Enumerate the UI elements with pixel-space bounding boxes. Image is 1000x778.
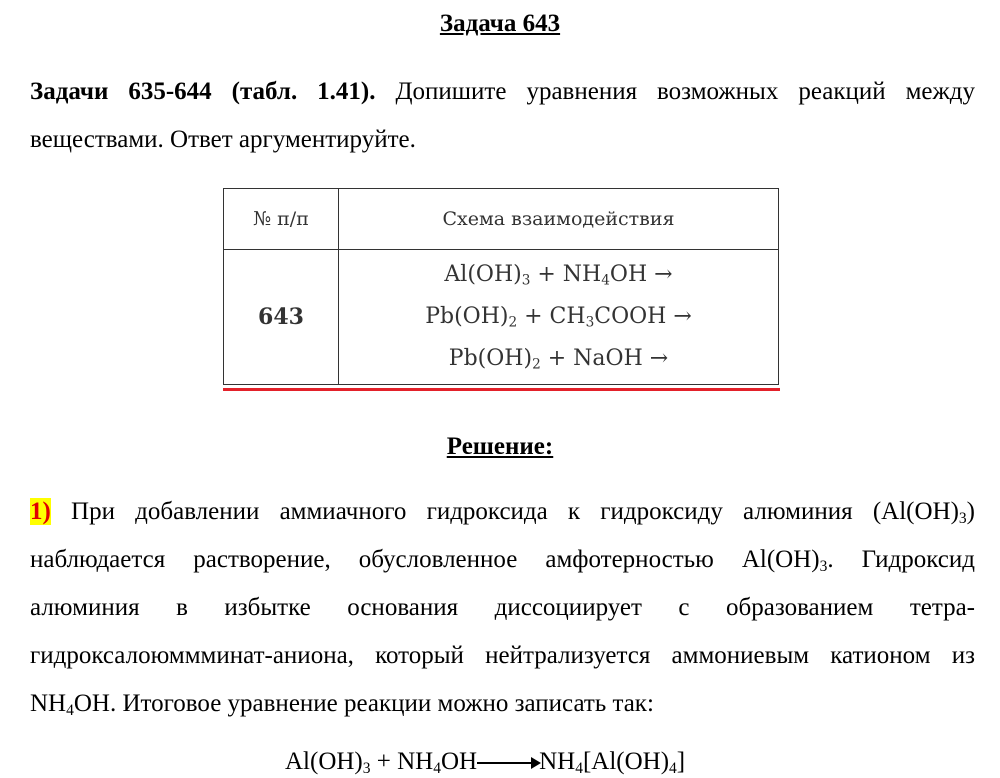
reaction-table: [223, 188, 779, 385]
item-marker: 1): [30, 498, 51, 525]
final-equation: $Al(OH)_3 + NH_4OH$ $NH_4[Al(OH)_4]$: [285, 748, 686, 777]
reaction-arrow: [477, 762, 539, 764]
header-scheme: Схема взаимодействия: [339, 189, 779, 250]
problem-reference: Задачи 635-644 (табл. 1.41).: [30, 78, 376, 105]
header-number: № п/п: [224, 189, 339, 250]
problem-statement: [30, 68, 975, 164]
table-header-row: [224, 189, 779, 250]
equation-3: $Pb(OH)_2$ + NaOH →: [448, 346, 669, 373]
problem-title: Задача 643: [439, 10, 561, 37]
row-number: 643: [224, 250, 339, 385]
problem-text: Допишите уравнения возможных реакций между веществами. Ответ аргументируйте.: [30, 78, 976, 153]
equation-2: $Pb(OH)_2$ + $CH_3COOH$ →: [425, 304, 692, 331]
table-bottom-rule: [223, 388, 780, 391]
solution-title: Решение:: [446, 433, 554, 460]
equation-1: $Al(OH)_3 + NH_4OH$ →: [444, 262, 673, 289]
solution-paragraph: 1) При добавлении аммиачного гидроксида к гидроксиду алюминия $(Al(OH)_3)$ наблюдается растворение, обусловленное амфотерностью $Al(OH)_3$. Гидроксид алюминия в избытке основания диссоциирует с образованием тетра-гидроксалоюммминат-аниона, который нейтрализуется аммониевым катионом из $NH_4OH$. Итоговое уравнение реакции можно записать так:: [30, 498, 975, 719]
table-row: [224, 250, 779, 385]
equation-cell: [339, 250, 779, 385]
